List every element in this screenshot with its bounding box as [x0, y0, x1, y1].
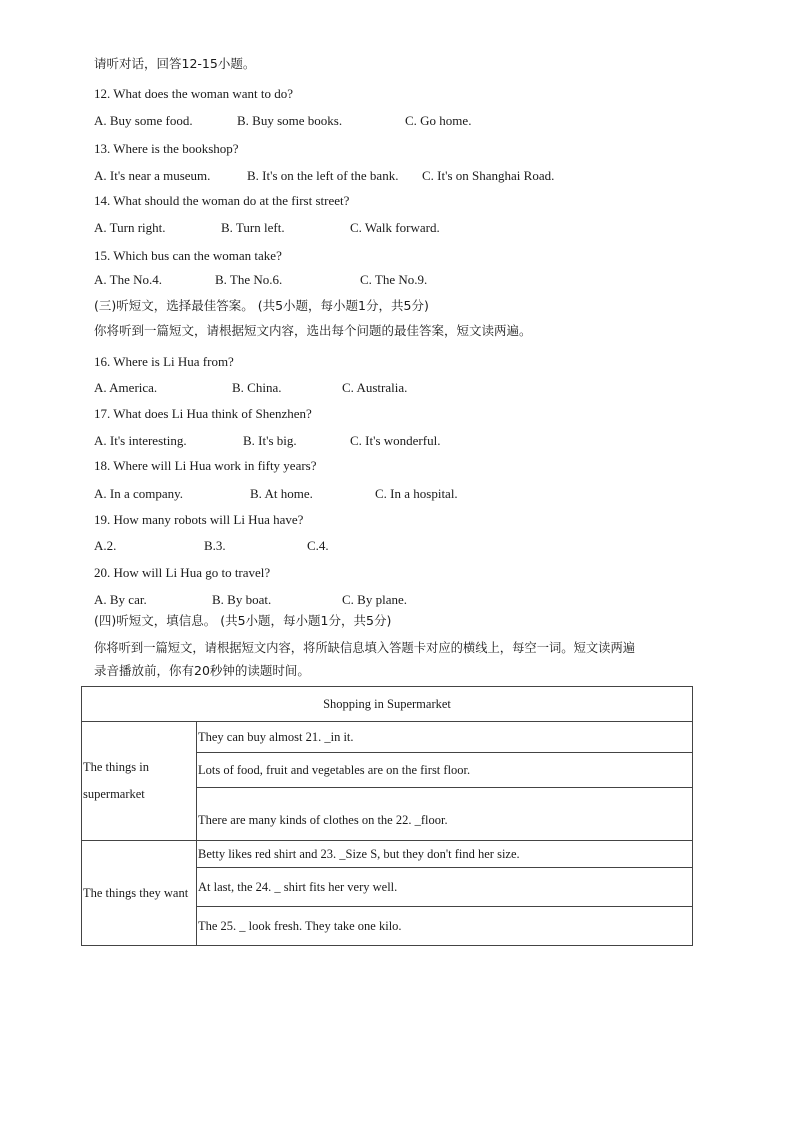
option-c: C. It's on Shanghai Road.	[422, 168, 555, 183]
option-c: C. Australia.	[342, 380, 408, 395]
option-b: B. Turn left.	[221, 220, 285, 235]
fill-in-table	[81, 686, 693, 946]
question-text: 18. Where will Li Hua work in fifty years?	[94, 458, 317, 473]
option-a: A. In a company.	[94, 486, 184, 501]
option-a: A. America.	[94, 380, 158, 395]
option-b: B. It's big.	[243, 433, 297, 448]
table-category-label: The things in supermarket	[82, 722, 197, 841]
option-c: C. Go home.	[405, 113, 472, 128]
question-text: 16. Where is Li Hua from?	[94, 354, 234, 369]
section-heading: (四)听短文，填信息。 (共5小题，每小题1分，共5分)	[94, 613, 392, 628]
section-intro: 请听对话，回答12-15小题。	[94, 56, 256, 71]
option-a: A. It's near a museum.	[94, 168, 211, 183]
table-cell: They can buy almost 21. _in it.	[197, 722, 693, 753]
option-a: A.2.	[94, 538, 117, 553]
question-text: 19. How many robots will Li Hua have?	[94, 512, 304, 527]
option-c: C. By plane.	[342, 592, 407, 607]
option-b: B. By boat.	[212, 592, 272, 607]
question-text: 13. Where is the bookshop?	[94, 141, 239, 156]
section-intro-time: 录音播放前，你有20秒钟的读题时间。	[94, 663, 310, 678]
option-a: A. It's interesting.	[94, 433, 187, 448]
option-b: B. The No.6.	[215, 272, 283, 287]
table-cell: Betty likes red shirt and 23. _Size S, but they don't find her size.	[197, 841, 693, 868]
question-text: 12. What does the woman want to do?	[94, 86, 294, 101]
section-intro: 你将听到一篇短文，请根据短文内容，选出每个问题的最佳答案，短文读两遍。	[94, 323, 532, 338]
table-cell: There are many kinds of clothes on the 22. _floor.	[197, 788, 693, 841]
option-b: B. Buy some books.	[237, 113, 343, 128]
table-title: Shopping in Supermarket	[82, 687, 693, 722]
option-c: C. Walk forward.	[350, 220, 440, 235]
section-heading: (三)听短文，选择最佳答案。 (共5小题，每小题1分，共5分)	[94, 298, 429, 313]
table-category-label: The things they want	[82, 841, 197, 946]
option-c: C. The No.9.	[360, 272, 428, 287]
table-cell: The 25. _ look fresh. They take one kilo.	[197, 907, 693, 946]
question-text: 20. How will Li Hua go to travel?	[94, 565, 271, 580]
question-text: 15. Which bus can the woman take?	[94, 248, 282, 263]
option-a: A. The No.4.	[94, 272, 163, 287]
option-c: C. In a hospital.	[375, 486, 458, 501]
option-a: A. Turn right.	[94, 220, 166, 235]
table-cell: Lots of food, fruit and vegetables are on the first floor.	[197, 753, 693, 788]
section-intro: 你将听到一篇短文，请根据短文内容，将所缺信息填入答题卡对应的横线上，每空一词。短文读两遍	[94, 641, 636, 655]
option-b: B. It's on the left of the bank.	[247, 168, 399, 183]
question-text: 17. What does Li Hua think of Shenzhen?	[94, 406, 312, 421]
option-b: B.3.	[204, 538, 226, 553]
option-b: B. China.	[232, 380, 282, 395]
option-c: C.4.	[307, 538, 329, 553]
option-a: A. Buy some food.	[94, 113, 193, 128]
option-b: B. At home.	[250, 486, 313, 501]
option-a: A. By car.	[94, 592, 147, 607]
option-c: C. It's wonderful.	[350, 433, 441, 448]
table-cell: At last, the 24. _ shirt fits her very well.	[197, 868, 693, 907]
question-text: 14. What should the woman do at the first street?	[94, 193, 350, 208]
